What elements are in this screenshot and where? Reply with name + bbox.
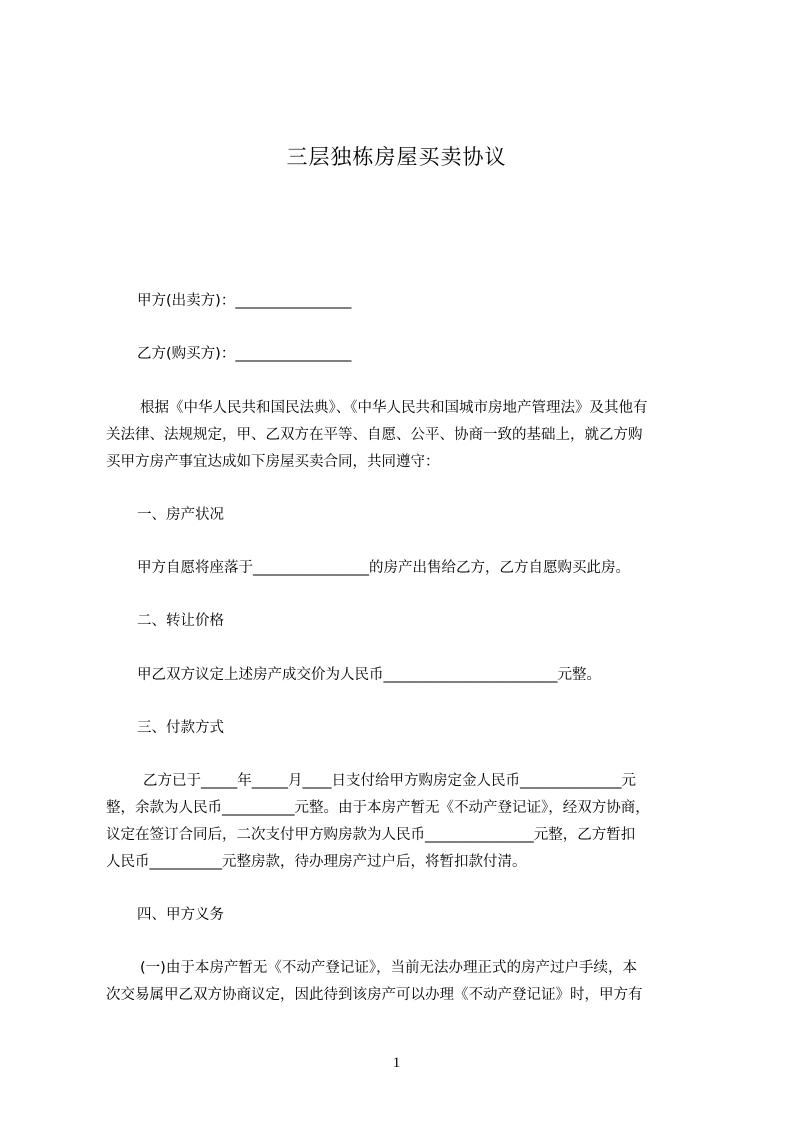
section-3-line-2: 整，余款为人民币__________元整。由于本房产暂无《不动产登记证》，经双方协商， [106, 800, 650, 816]
section-4-line-2: 次交易属甲乙双方协商议定，因此待到该房产可以办理《不动产登记证》时，甲方有 [106, 987, 643, 1003]
party-b-line: 乙方(购买方)：________________ [137, 346, 352, 362]
document-title: 三层独栋房屋买卖协议 [286, 145, 507, 169]
preamble-line-3: 买甲方房产事宜达成如下房屋买卖合同，共同遵守： [106, 454, 440, 470]
section-4-heading: 四、甲方义务 [137, 907, 224, 923]
section-3-line-4: 人民币__________元整房款，待办理房产过户后，将暂扣款付清。 [106, 854, 527, 870]
section-1-line-1: 甲方自愿将座落于________________的房产出售给乙方，乙方自愿购买此房。 [137, 560, 630, 576]
section-3-heading: 三、付款方式 [137, 720, 224, 736]
section-2-line-1: 甲乙双方议定上述房产成交价为人民币________________________元整。 [137, 667, 601, 683]
section-3-line-3: 议定在签订合同后，二次支付甲方购房款为人民币_______________元整，乙方暂扣 [106, 827, 636, 843]
section-3-line-1: 乙方已于_____年_____月____日支付给甲方购房定金人民币______________元 [143, 773, 636, 789]
party-a-line: 甲方(出卖方)：________________ [137, 293, 352, 309]
preamble-line-1: 根据《中华人民共和国民法典》、《中华人民共和国城市房地产管理法》及其他有 [140, 400, 648, 416]
section-2-heading: 二、转让价格 [137, 613, 224, 629]
section-1-heading: 一、房产状况 [137, 507, 224, 523]
section-4-line-1: (一)由于本房产暂无《不动产登记证》，当前无法办理正式的房产过户手续，本 [140, 960, 638, 976]
page-number: 1 [392, 1055, 401, 1071]
preamble-line-2: 关法律、法规规定，甲、乙双方在平等、自愿、公平、协商一致的基础上，就乙方购 [106, 427, 643, 443]
